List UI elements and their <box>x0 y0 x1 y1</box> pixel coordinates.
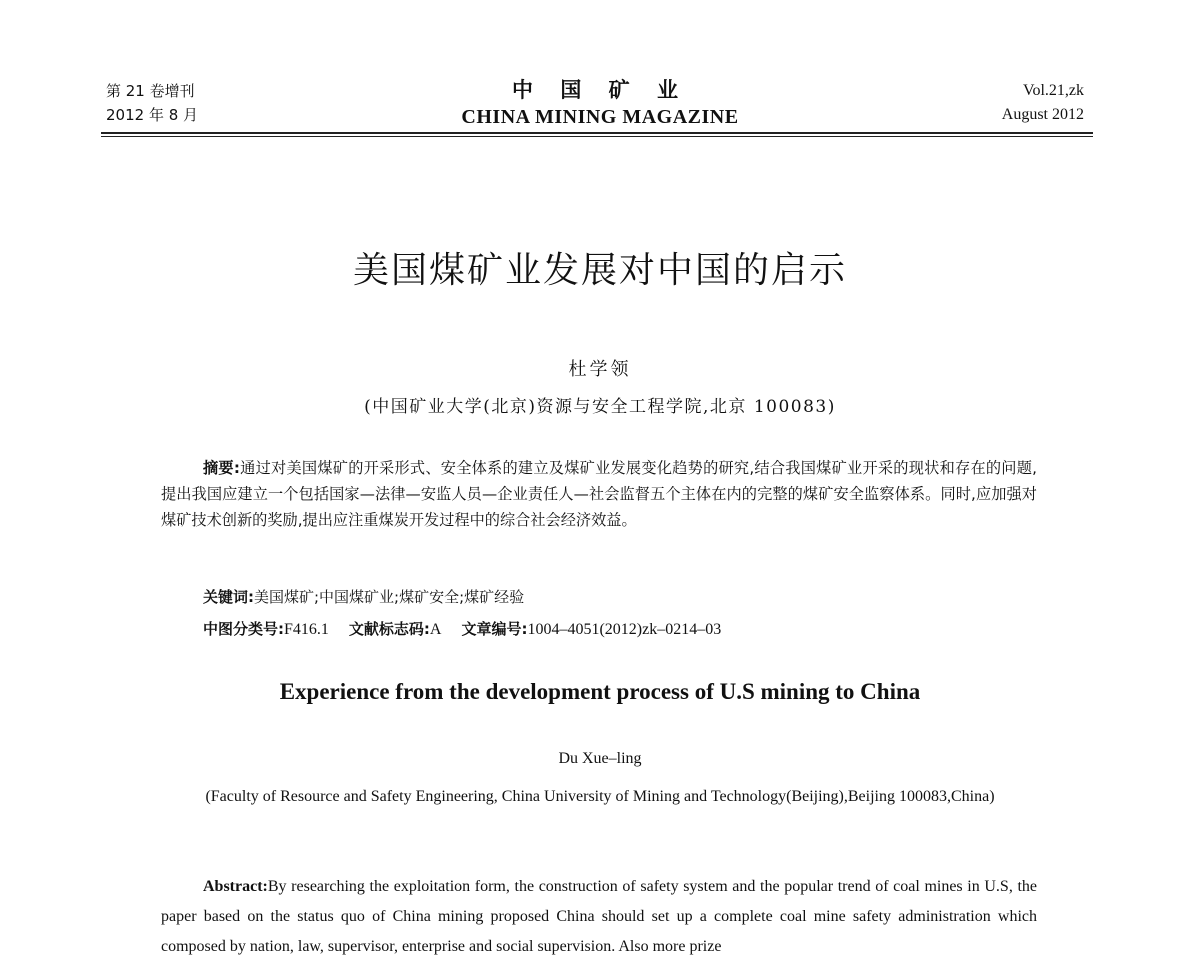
clc-value: F416.1 <box>284 621 329 638</box>
doc-code-value: A <box>429 621 442 638</box>
abstract-en-label: Abstract: <box>203 878 268 895</box>
clc-label: 中图分类号: <box>203 620 284 638</box>
article-title-cn: 美国煤矿业发展对中国的启示 <box>352 250 847 291</box>
publication-date-cn: 2012 年 8 月 <box>106 106 199 124</box>
affiliation-cn: (中国矿业大学(北京)资源与安全工程学院,北京 100083) <box>364 397 836 417</box>
doc-code-label: 文献标志码: <box>348 620 430 638</box>
abstract-en <box>161 872 1037 962</box>
abstract-cn <box>161 455 1037 533</box>
keywords-cn-label: 关键词: <box>203 588 254 606</box>
abstract-cn-label: 摘要: <box>203 459 240 477</box>
keywords-cn <box>203 586 524 607</box>
article-no-value: 1004–4051(2012)zk–0214–03 <box>527 621 722 638</box>
classification-line <box>203 618 721 639</box>
author-cn: 杜学领 <box>568 359 632 380</box>
journal-title-cn: 中 国 矿 业 <box>512 78 688 102</box>
keywords-cn-text: 美国煤矿;中国煤矿业;煤矿安全;煤矿经验 <box>254 588 525 606</box>
author-en: Du Xue–ling <box>558 750 642 767</box>
volume-en: Vol.21,zk <box>1022 82 1084 99</box>
journal-title-en: CHINA MINING MAGAZINE <box>461 106 739 128</box>
affiliation-en: (Faculty of Resource and Safety Engineering, China University of Mining and Technology(Beijing),Beijing 100083,China) <box>205 788 995 805</box>
volume-issue: 第 21 卷增刊 <box>106 82 195 100</box>
article-title-en: Experience from the development process of U.S mining to China <box>279 679 921 704</box>
abstract-en-text: By researching the exploitation form, the construction of safety system and the popular trend of coal mines in U.S, the paper based on the status quo of China mining proposed China should set up a complete coal mine safety administration which composed by nation, law, supervisor, enterprise and social supervision. Also more prize <box>161 878 1037 955</box>
article-no-label: 文章编号: <box>461 620 528 638</box>
header-rule-thin <box>101 136 1093 137</box>
header-rule-thick <box>101 132 1093 134</box>
publication-date-en: August 2012 <box>1001 106 1084 123</box>
abstract-cn-text: 通过对美国煤矿的开采形式、安全体系的建立及煤矿业发展变化趋势的研究,结合我国煤矿业开采的现状和存在的问题,提出我国应建立一个包括国家—法律—安监人员—企业责任人—社会监督五个主体在内的完整的煤矿安全监察体系。同时,应加强对煤矿技术创新的奖励,提出应注重煤炭开发过程中的综合社会经济效益。 <box>161 459 1037 529</box>
